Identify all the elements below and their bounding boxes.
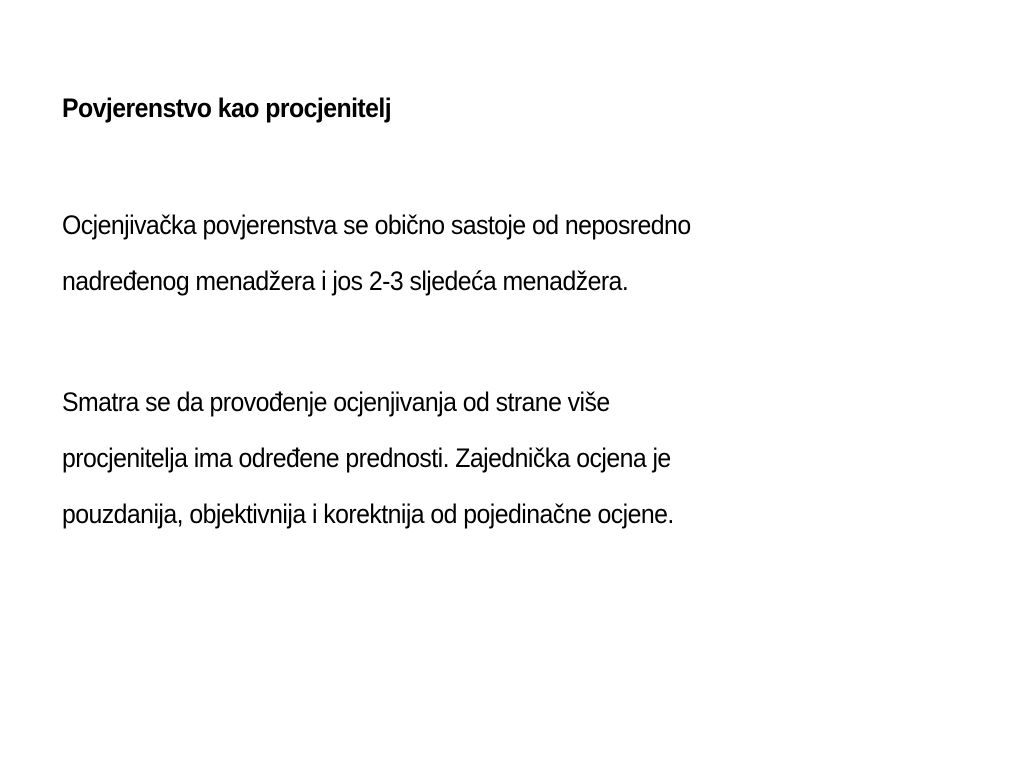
paragraph-line: Ocjenjivačka povjerenstva se obično sastoje od neposredno bbox=[62, 210, 691, 240]
paragraph-advantages bbox=[62, 374, 982, 542]
slide-content bbox=[62, 84, 982, 542]
paragraph-composition bbox=[62, 197, 982, 309]
paragraph-line: pouzdanija, objektivnija i korektnija od pojedinačne ocjene. bbox=[62, 499, 674, 529]
paragraph-line: procjenitelja ima određene prednosti. Zajednička ocjena je bbox=[62, 443, 671, 473]
slide-title: Povjerenstvo kao procjenitelj bbox=[62, 93, 392, 123]
paragraph-line: Smatra se da provođenje ocjenjivanja od strane više bbox=[62, 387, 610, 417]
paragraph-line: nadređenog menadžera i jos 2-3 sljedeća menadžera. bbox=[62, 266, 629, 296]
